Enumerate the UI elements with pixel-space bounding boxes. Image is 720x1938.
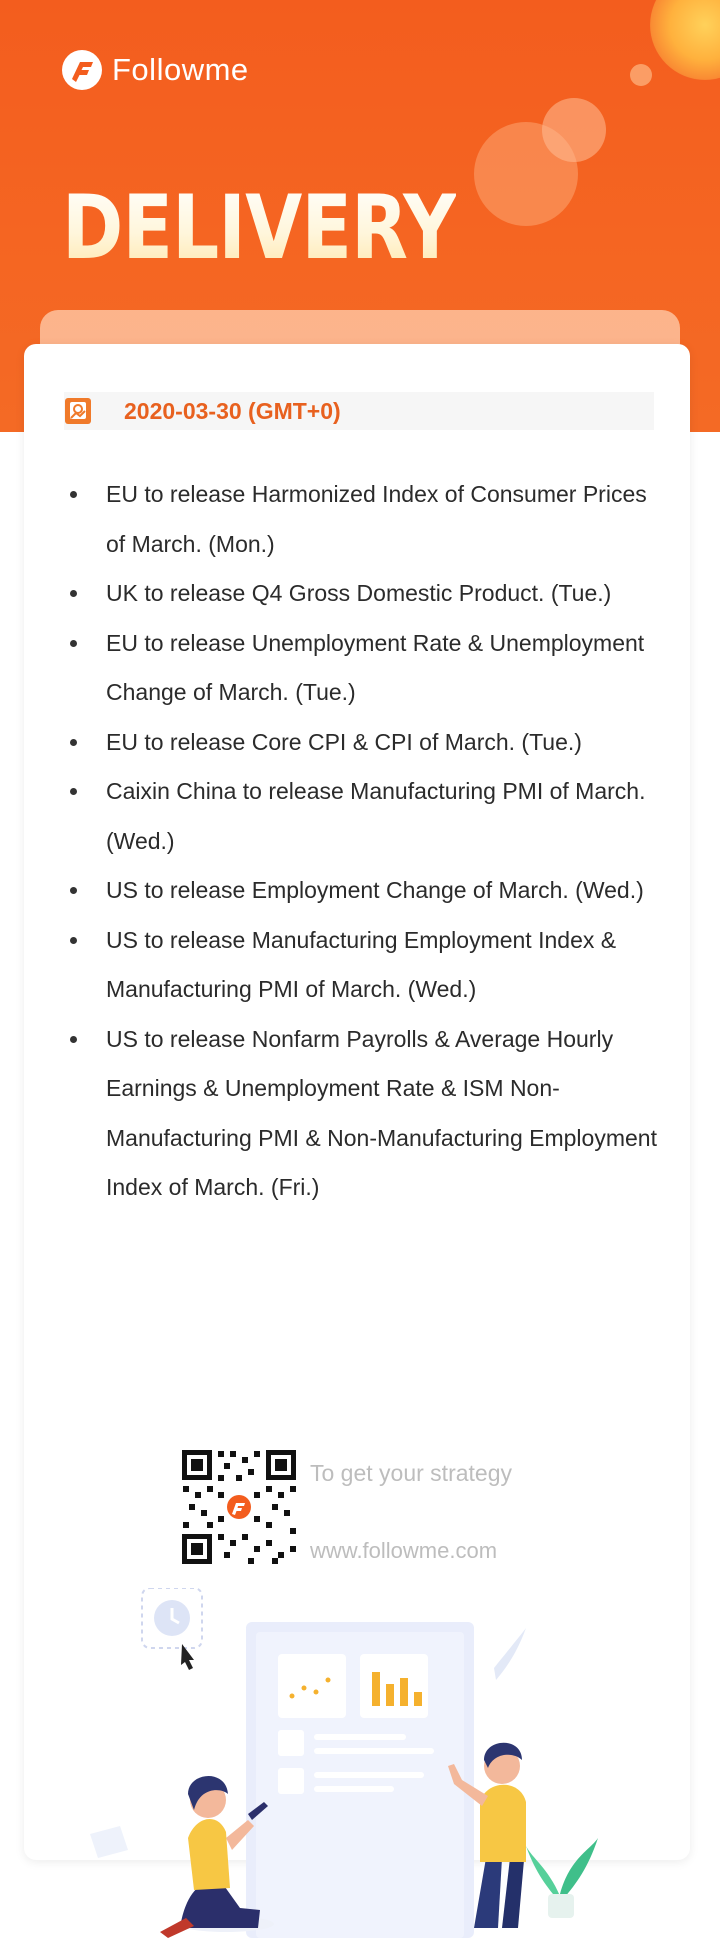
decor-medium-circle <box>542 98 606 162</box>
list-item: UK to release Q4 Gross Domestic Product. (Tue.) <box>70 569 670 619</box>
qr-code-icon[interactable] <box>180 1448 298 1566</box>
list-item: EU to release Core CPI & CPI of March. (Tue.) <box>70 718 670 768</box>
calendar-badge-icon <box>64 397 92 425</box>
hero-title: DELIVERY <box>62 176 456 279</box>
list-item: EU to release Unemployment Rate & Unemployment Change of March. (Tue.) <box>70 619 670 718</box>
qr-caption: To get your strategy <box>310 1460 512 1486</box>
brand-name: Followme <box>112 52 249 87</box>
website-link[interactable]: www.followme.com <box>310 1538 498 1563</box>
people-charts-illustration <box>90 1588 630 1938</box>
decor-sun-circle <box>650 0 720 80</box>
release-list <box>70 470 670 1213</box>
list-item: US to release Nonfarm Payrolls & Average Hourly Earnings & Unemployment Rate & ISM Non-Manufacturing PMI & Non-Manufacturing Employment Index of March. (Fri.) <box>70 1015 670 1213</box>
list-item: US to release Employment Change of March. (Wed.) <box>70 866 670 916</box>
decor-small-circle <box>630 64 652 86</box>
report-date: 2020-03-30 (GMT+0) <box>124 397 341 424</box>
list-item: US to release Manufacturing Employment Index & Manufacturing PMI of March. (Wed.) <box>70 916 670 1015</box>
followme-logo-icon <box>60 48 104 92</box>
list-item: EU to release Harmonized Index of Consumer Prices of March. (Mon.) <box>70 470 670 569</box>
list-item: Caixin China to release Manufacturing PMI of March. (Wed.) <box>70 767 670 866</box>
date-bar <box>64 392 654 430</box>
brand-logo[interactable] <box>60 48 249 92</box>
